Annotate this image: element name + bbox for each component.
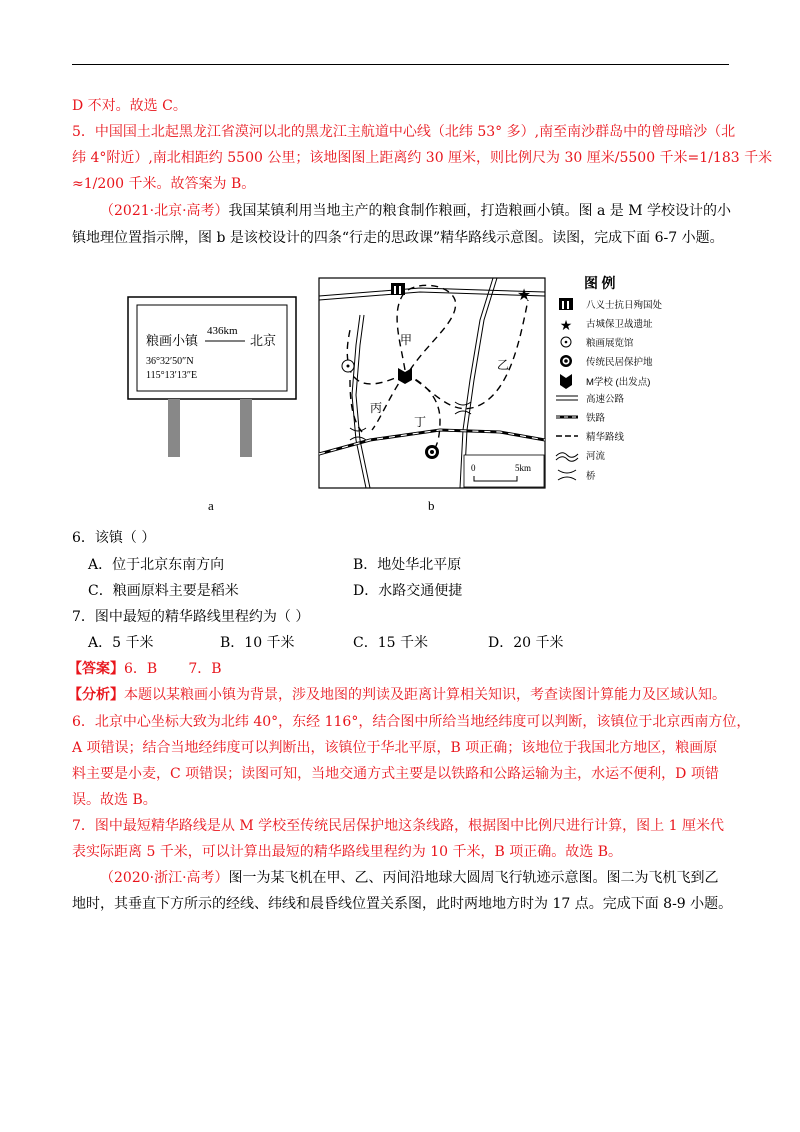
explain-line: 误。故选 B。 <box>72 792 157 808</box>
legend-highway-icon <box>556 396 578 400</box>
question-8-intro <box>100 868 719 888</box>
question-source: （2020·浙江·高考） <box>100 870 229 886</box>
question-source: （2021·北京·高考） <box>100 203 229 219</box>
explain-line: 6．北京中心坐标大致为北纬 40°，东经 116°，结合图中所给当地经纬度可以判断，该镇位于北京西南方位， <box>72 714 751 730</box>
legend-memorial-icon <box>559 298 573 310</box>
label-ding: 丁 <box>414 415 427 429</box>
label-jia: 甲 <box>400 333 413 347</box>
legend-double-ring-icon <box>560 355 572 367</box>
q7-option-c: C．15 千米 <box>353 635 428 651</box>
intro-text: 图一为某飞机在甲、乙、丙间沿地球大圆周飞行轨迹示意图。图二为飞机飞到乙 <box>228 870 719 886</box>
legend-dot-circle-icon <box>561 337 571 347</box>
analysis-line <box>68 685 726 705</box>
q7-option-a: A．5 千米 <box>88 635 154 651</box>
city-label: 北京 <box>250 333 277 348</box>
scale-end: 5km <box>515 463 532 473</box>
explain-line: 7．图中最短精华路线是从 M 学校至传统民居保护地这条线路，根据图中比例尺进行计算，图上 1 厘米代 <box>72 818 724 834</box>
legend-bridge-icon <box>558 470 576 480</box>
town-label: 粮画小镇 <box>146 333 199 348</box>
legend-label: M学校 (出发点) <box>586 377 651 388</box>
q6-option-c: C．粮画原料主要是稻米 <box>88 583 239 599</box>
question-6-stem: 6．该镇（ ） <box>72 530 156 546</box>
analysis-text: 本题以某粮画小镇为背景，涉及地图的判读及距离计算相关知识，考查读图计算能力及区域认知。 <box>124 687 726 703</box>
question-8-intro-2: 地时，其垂直下方所示的经线、纬线和晨昏线位置关系图，此时两地地方时为 17 点。完成下面 8-9 小题。 <box>72 896 733 912</box>
intro-text: 我国某镇利用当地主产的粮食制作粮画，打造粮画小镇。图 a 是 M 学校设计的小 <box>228 203 732 219</box>
legend-label: 铁路 <box>586 413 606 424</box>
map-legend <box>0 0 800 520</box>
q7-option-b: B．10 千米 <box>220 635 295 651</box>
legend-book-icon <box>560 374 572 389</box>
q7-option-d: D．20 千米 <box>488 635 564 651</box>
prev-answer-line: ≈1/200 千米。故答案为 B。 <box>72 176 256 192</box>
legend-river-icon-2 <box>556 457 578 462</box>
prev-answer-line: 5．中国国土北起黑龙江省漠河以北的黑龙江主航道中心线（北纬 53° 多）,南至南沙群岛中的曾母暗沙（北 <box>72 124 736 140</box>
answer-line <box>68 659 222 679</box>
q6-option-a: A．位于北京东南方向 <box>88 557 225 573</box>
legend-title: 图 例 <box>584 277 616 292</box>
legend-label: 粮画展览馆 <box>586 338 634 349</box>
star-icon: ★ <box>516 285 532 304</box>
legend-river-icon <box>556 453 578 458</box>
legend-label: 高速公路 <box>586 394 625 405</box>
prev-answer-line: D 不对。故选 C。 <box>72 98 187 114</box>
latitude-label: 36°32′50″N <box>146 356 194 367</box>
answer-text: 6．B 7．B <box>124 661 222 677</box>
intro-text-2: 镇地理位置指示牌，图 b 是该校设计的四条“行走的思政课”精华路线示意图。读图，完成下面 6-7 小题。 <box>72 230 724 246</box>
legend-label: 桥 <box>586 471 596 482</box>
legend-star-icon: ★ <box>559 318 573 334</box>
label-bing: 丙 <box>370 401 383 415</box>
prev-answer-line: 纬 4°附近）,南北相距约 5500 公里；该地图图上距离约 30 厘米，则比例尺为 30 厘米/5500 千米=1/183 千米 <box>72 150 773 166</box>
figure-a-caption: a <box>208 498 214 513</box>
legend-label: 精华路线 <box>586 432 625 443</box>
question-7-stem: 7．图中最短的精华路线里程约为（ ） <box>72 609 310 625</box>
explain-line: 表实际距离 5 千米，可以计算出最短的精华路线里程约为 10 千米，B 项正确。故选 B。 <box>72 844 622 860</box>
analysis-tag: 【分析】 <box>68 687 124 703</box>
figure-b-caption: b <box>428 498 435 513</box>
label-yi: 乙 <box>497 358 510 372</box>
longitude-label: 115°13′13″E <box>146 370 198 381</box>
legend-label: 古城保卫战遗址 <box>586 319 653 330</box>
q6-option-d: D．水路交通便捷 <box>353 583 463 599</box>
q6-option-b: B．地处华北平原 <box>353 557 462 573</box>
legend-label: 八义士抗日殉国处 <box>586 300 663 311</box>
answer-tag: 【答案】 <box>68 661 124 677</box>
explain-line: A 项错误；结合当地经纬度可以判断出，该镇位于华北平原，B 项正确；该地位于我国北方地区，粮画原 <box>72 740 718 756</box>
distance-label: 436km <box>207 325 238 337</box>
legend-label: 传统民居保护地 <box>586 357 653 368</box>
scale-zero: 0 <box>471 463 476 473</box>
legend-label: 河流 <box>586 451 606 462</box>
explain-line: 料主要是小麦，C 项错误；读图可知，当地交通方式主要是以铁路和公路运输为主，水运不便利，D 项错 <box>72 766 719 782</box>
